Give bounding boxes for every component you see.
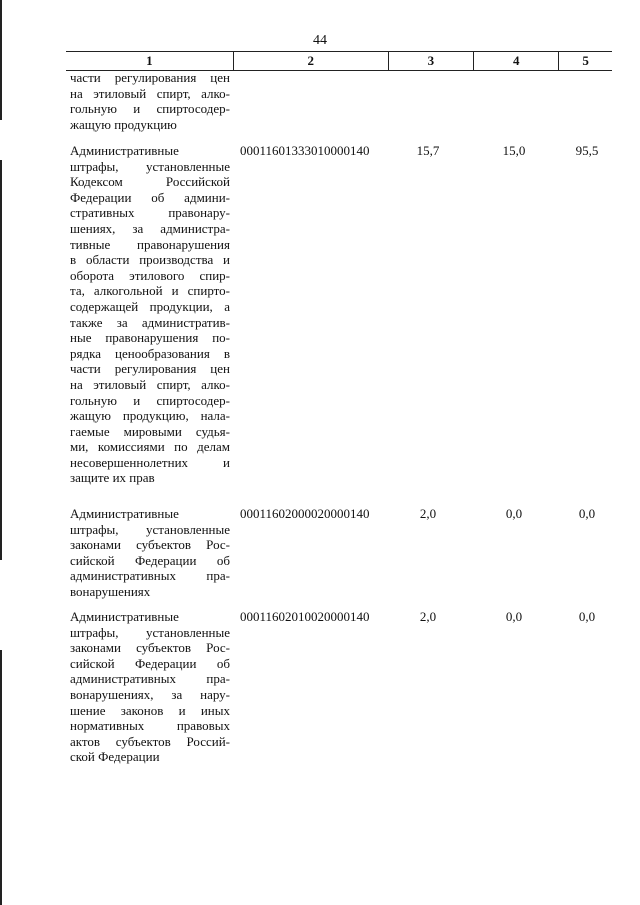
description-line: также за административ- bbox=[70, 314, 230, 330]
description-line: стративных правонару- bbox=[70, 205, 230, 221]
description-line: ми, комиссиями по делам bbox=[70, 439, 230, 455]
description-line: оборота этилового спир- bbox=[70, 267, 230, 283]
value-column-3: 15,7 bbox=[416, 143, 440, 158]
description-line: законами субъектов Рос- bbox=[70, 640, 230, 656]
value-column-3: 2,0 bbox=[419, 609, 437, 624]
table-row bbox=[66, 143, 612, 486]
column-header-1: 1 bbox=[146, 53, 153, 68]
description-line: нормативных правовых bbox=[70, 718, 230, 734]
description-line: вонарушениях, за нару- bbox=[70, 686, 230, 702]
description-line: Административные bbox=[70, 506, 179, 521]
description-line: Административные bbox=[70, 143, 179, 158]
description-line: на этиловый спирт, алко- bbox=[70, 85, 230, 101]
description-line: шениях, за администра- bbox=[70, 220, 230, 236]
description-line: вонарушениях bbox=[70, 583, 151, 599]
description-line: части регулирования цен bbox=[70, 70, 230, 85]
value-column-3: 2,0 bbox=[419, 506, 437, 521]
table-row bbox=[66, 70, 612, 132]
description-line: тивные правонарушения bbox=[70, 236, 230, 252]
description-line: штрафы, установленные bbox=[70, 158, 230, 174]
value-column-5: 0,0 bbox=[578, 506, 596, 521]
page-number: 44 bbox=[313, 33, 327, 48]
table-header-row bbox=[66, 51, 612, 71]
row-description bbox=[66, 70, 230, 132]
description-line: Административные bbox=[70, 609, 179, 624]
table-row bbox=[66, 609, 612, 765]
value-column-4: 0,0 bbox=[505, 609, 523, 624]
value-column-4: 15,0 bbox=[502, 143, 526, 158]
column-header-2: 2 bbox=[233, 52, 388, 70]
description-line: в области производства и bbox=[70, 252, 230, 268]
description-line: части регулирования цен bbox=[70, 361, 230, 377]
column-header-4: 4 bbox=[473, 52, 558, 70]
description-line: ные правонарушения по- bbox=[70, 330, 230, 346]
value-column-4: 0,0 bbox=[505, 506, 523, 521]
description-line: актов субъектов Россий- bbox=[70, 733, 230, 749]
description-line: Кодексом Российской bbox=[70, 174, 230, 190]
description-line: защите их прав bbox=[70, 470, 155, 486]
description-line: на этиловый спирт, алко- bbox=[70, 376, 230, 392]
revenue-table bbox=[66, 51, 612, 71]
column-header-3: 3 bbox=[388, 52, 473, 70]
table-row bbox=[66, 506, 612, 600]
row-description bbox=[66, 506, 230, 600]
description-line: гольную и спиртосодер- bbox=[70, 101, 230, 117]
row-description bbox=[66, 609, 230, 765]
description-line: гольную и спиртосодер- bbox=[70, 392, 230, 408]
description-line: административных пра- bbox=[70, 568, 230, 584]
description-line: жащую продукцию, нала- bbox=[70, 408, 230, 424]
column-header-5: 5 bbox=[558, 52, 612, 70]
value-column-5: 95,5 bbox=[575, 143, 599, 158]
description-line: несовершеннолетних и bbox=[70, 454, 230, 470]
description-line: законами субъектов Рос- bbox=[70, 537, 230, 553]
description-line: жащую продукцию bbox=[70, 116, 177, 132]
value-column-5: 0,0 bbox=[578, 609, 596, 624]
description-line: Федерации об админи- bbox=[70, 189, 230, 205]
description-line: та, алкогольной и спирто- bbox=[70, 283, 230, 299]
description-line: штрафы, установленные bbox=[70, 521, 230, 537]
description-line: административных пра- bbox=[70, 671, 230, 687]
row-description bbox=[66, 143, 230, 486]
description-line: сийской Федерации об bbox=[70, 552, 230, 568]
description-line: шение законов и иных bbox=[70, 702, 230, 718]
description-line: содержащей продукции, а bbox=[70, 298, 230, 314]
description-line: штрафы, установленные bbox=[70, 624, 230, 640]
description-line: гаемые мировыми судья- bbox=[70, 423, 230, 439]
description-line: ской Федерации bbox=[70, 749, 160, 765]
budget-classification-code: 00011602010020000140 bbox=[240, 609, 370, 624]
description-line: сийской Федерации об bbox=[70, 655, 230, 671]
budget-classification-code: 00011601333010000140 bbox=[240, 143, 370, 158]
budget-classification-code: 00011602000020000140 bbox=[240, 506, 370, 521]
description-line: рядка ценообразования в bbox=[70, 345, 230, 361]
scan-left-edge bbox=[0, 0, 2, 905]
